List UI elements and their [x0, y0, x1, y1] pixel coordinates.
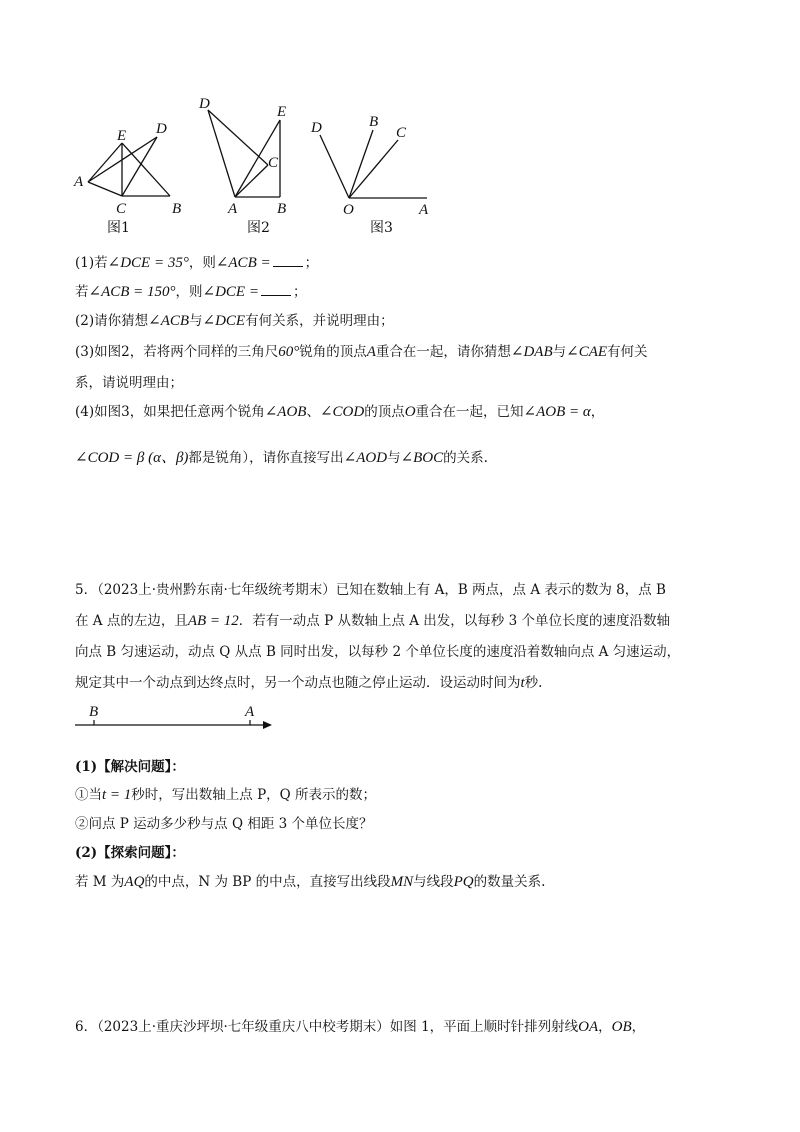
q5-section1-q2: ②问点 P 运动多少秒与点 Q 相距 3 个单位长度？: [75, 816, 373, 832]
fig2-label-c: C: [268, 155, 279, 171]
geometry-figures: [0, 0, 800, 240]
fig2-label-a: A: [228, 201, 238, 217]
fig1-label-c: C: [116, 201, 127, 217]
q6-line1: 6．（2023上·重庆沙坪坝·七年级重庆八中校考期末）如图 1，平面上顺时针排列射线OA，OB，: [75, 1019, 646, 1035]
fig2-label-d: D: [199, 96, 210, 112]
q5-section1-q1: ①当t = 1秒时，写出数轴上点 P，Q 所表示的数；: [75, 787, 377, 803]
q4-part1a: (1)若∠DCE = 35°，则∠ACB = ；: [75, 255, 319, 271]
q4-part3-line1: (3)如图2，若将两个同样的三角尺60°锐角的顶点A重合在一起，请你猜想∠DAB与∠CAE有何关: [75, 344, 648, 360]
fig1-label-e: E: [117, 128, 127, 144]
fig1-label-a: A: [74, 174, 84, 190]
fig2-label-b: B: [277, 201, 287, 217]
figure-3: [320, 130, 427, 198]
q5-line4: 规定其中一个动点到达终点时，另一个动点也随之停止运动．设运动时间为t秒.: [75, 675, 543, 691]
q4-part4-line1: (4)如图3，如果把任意两个锐角∠AOB、∠COD的顶点O重合在一起，已知∠AOB = α，: [75, 404, 605, 420]
figure-2: [208, 110, 280, 197]
figure-2-caption: 图2: [247, 220, 270, 236]
numberline-label-a: A: [245, 704, 255, 720]
q4-part4-line2: ∠COD = β (α、β)都是锐角），请你直接写出∠AOD与∠BOC的关系.: [75, 450, 488, 466]
q5-line2: 在 A 点的左边，且AB = 12．若有一动点 P 从数轴上点 A 出发，以每秒 3 个单位长度的速度沿数轴: [75, 613, 670, 629]
fig3-label-d: D: [311, 120, 322, 136]
answer-blank[interactable]: [273, 254, 303, 267]
fig1-label-d: D: [156, 121, 167, 137]
figure-1: [88, 137, 170, 196]
fig2-label-e: E: [277, 104, 287, 120]
q5-line1: 5．（2023上·贵州黔东南·七年级统考期末）已知在数轴上有 A，B 两点，点 A 表示的数为 8，点 B: [75, 582, 666, 598]
q5-section1-title: (1)【解决问题】：: [75, 759, 185, 775]
answer-blank[interactable]: [261, 283, 291, 296]
q4-part1b: 若∠ACB = 150°，则∠DCE = ；: [75, 284, 307, 300]
figure-1-caption: 图1: [107, 220, 130, 236]
fig3-label-c: C: [396, 125, 407, 141]
fig1-label-b: B: [172, 201, 182, 217]
q4-part3-line2: 系，请说明理由；: [75, 375, 183, 391]
numberline-label-b: B: [89, 704, 99, 720]
q4-part2: (2)请你猜想∠ACB与∠DCE有何关系，并说明理由；: [75, 313, 394, 329]
fig3-label-a: A: [419, 202, 429, 218]
q5-section2-q: 若 M 为AQ的中点，N 为 BP 的中点，直接写出线段MN与线段PQ的数量关系.: [75, 874, 546, 890]
q5-section2-title: (2)【探索问题】：: [75, 845, 185, 861]
number-line: [0, 700, 800, 740]
figure-3-caption: 图3: [370, 220, 393, 236]
q5-line3: 向点 B 匀速运动，动点 Q 从点 B 同时出发，以每秒 2 个单位长度的速度沿着数轴向点 A 匀速运动，: [75, 644, 681, 660]
fig3-label-b: B: [369, 114, 379, 130]
fig3-label-o: O: [343, 202, 354, 218]
